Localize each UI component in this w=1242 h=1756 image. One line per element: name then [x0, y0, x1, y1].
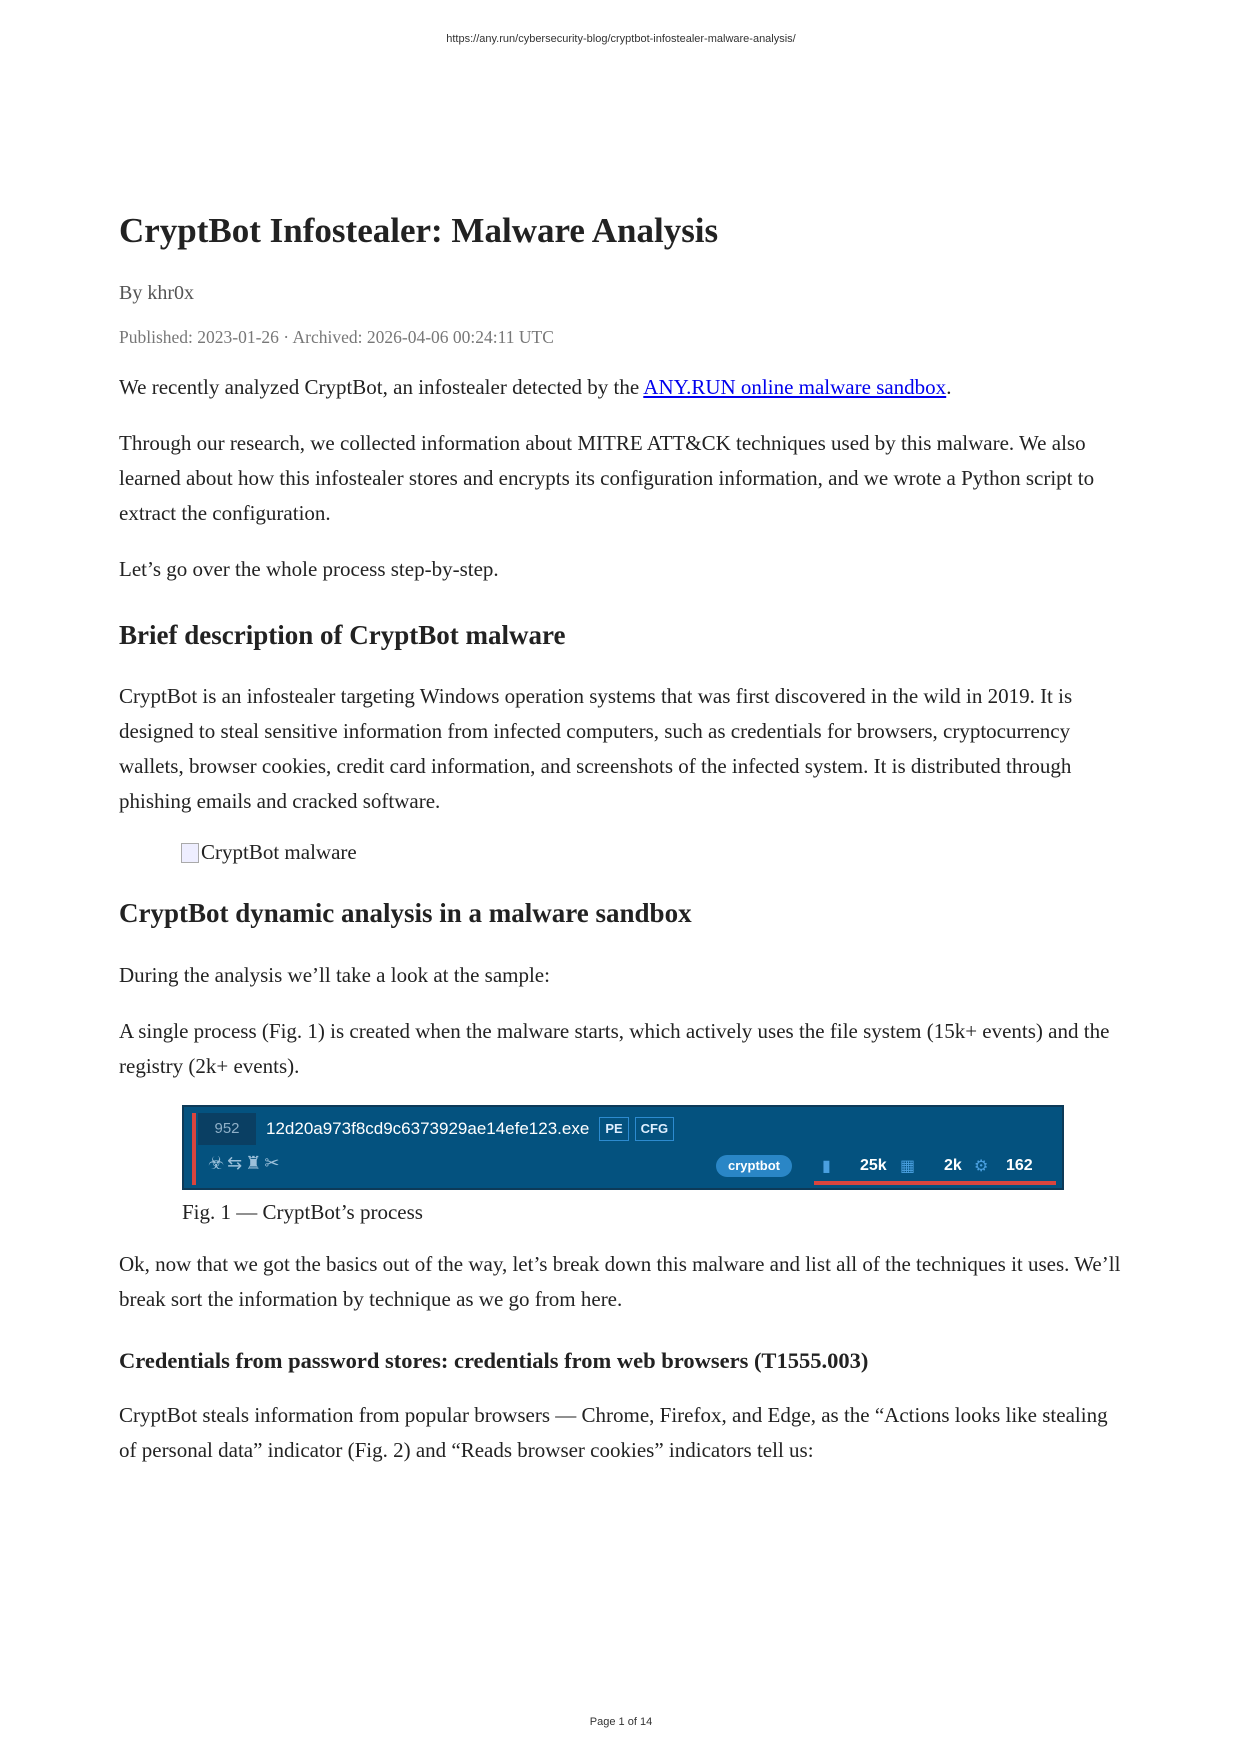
tag-cfg: CFG [635, 1117, 674, 1141]
broken-image-icon [181, 843, 199, 863]
process-name: 12d20a973f8cd9c6373929ae14efe123.exe [266, 1118, 590, 1138]
byline: By khr0x [119, 282, 194, 304]
process-header [198, 1113, 674, 1145]
file-icon: ▮ [822, 1155, 831, 1175]
paragraph: Through our research, we collected information about MITRE ATT&CK techniques used by this malware. We also learned about how this infostealer stores and encrypts its configuration information, and we wrote a Python script to extract the configuration. [119, 431, 1095, 525]
registry-events: 2k [944, 1156, 962, 1174]
intro-end: . [946, 375, 952, 399]
registry-icon: ▦ [900, 1155, 916, 1175]
intro-text: We recently analyzed CryptBot, an infostealer detected by the [119, 375, 644, 399]
process-screenshot [182, 1105, 1064, 1190]
page-number: Page 1 of 14 [589, 1716, 653, 1728]
paragraph: Ok, now that we got the basics out of the way, let’s break down this malware and list all of the techniques it uses. We’ll break sort the information by technique as we go from here. [119, 1251, 1121, 1311]
biohazard-icon: ☣ [208, 1152, 228, 1174]
indicator-icons [208, 1153, 282, 1174]
broken-image [181, 840, 1129, 865]
threat-bar [192, 1113, 196, 1185]
intro-paragraph [119, 370, 1129, 405]
module-events: 162 [1006, 1156, 1033, 1174]
paragraph: A single process (Fig. 1) is created when the malware starts, which actively uses the file system (15k+ events) and the registry (2k+ events). [119, 1018, 1110, 1078]
paragraph: Let’s go over the whole process step-by-step. [119, 557, 499, 581]
tag-pe: PE [599, 1117, 628, 1141]
paragraph: During the analysis we’ll take a look at the sample: [119, 962, 550, 987]
anyrun-link[interactable]: ANY.RUN online malware sandbox [643, 375, 947, 399]
gear-icon: ⚙ [974, 1155, 989, 1175]
file-events: 25k [860, 1156, 887, 1174]
activity-bar [814, 1181, 1056, 1185]
figure-caption: Fig. 1 — CryptBot’s process [182, 1199, 423, 1224]
section-heading: Brief description of CryptBot malware [119, 620, 566, 650]
network-arrows-icon: ⇆ [227, 1152, 246, 1174]
process-pid: 952 [198, 1113, 256, 1145]
section-heading: CryptBot dynamic analysis in a malware sandbox [119, 898, 692, 929]
subsection-heading: Credentials from password stores: credentials from web browsers (T1555.003) [119, 1347, 869, 1373]
tools-icon: ✂ [264, 1152, 283, 1174]
article [119, 210, 1129, 1489]
malware-tag: cryptbot [716, 1155, 792, 1177]
page-url: https://any.run/cybersecurity-blog/cryptbot-infostealer-malware-analysis/ [446, 33, 796, 45]
spy-icon: ♜ [245, 1152, 265, 1174]
paragraph: CryptBot is an infostealer targeting Windows operation systems that was first discovered in the wild in 2019. It is designed to steal sensitive information from infected computers, such as credentials for browsers, cryptocurrency wallets, browser cookies, credit card information, and screenshots of the infected system. It is distributed through phishing emails and cracked software. [119, 684, 1073, 814]
publish-meta: Published: 2023-01-26 · Archived: 2026-04-06 00:24:11 UTC [119, 327, 554, 347]
image-alt-text: CryptBot malware [201, 840, 357, 865]
page-title: CryptBot Infostealer: Malware Analysis [119, 211, 719, 250]
paragraph: CryptBot steals information from popular browsers — Chrome, Firefox, and Edge, as the “Actions looks like stealing of personal data” indicator (Fig. 2) and “Reads browser cookies” indicators tell us: [119, 1402, 1108, 1462]
